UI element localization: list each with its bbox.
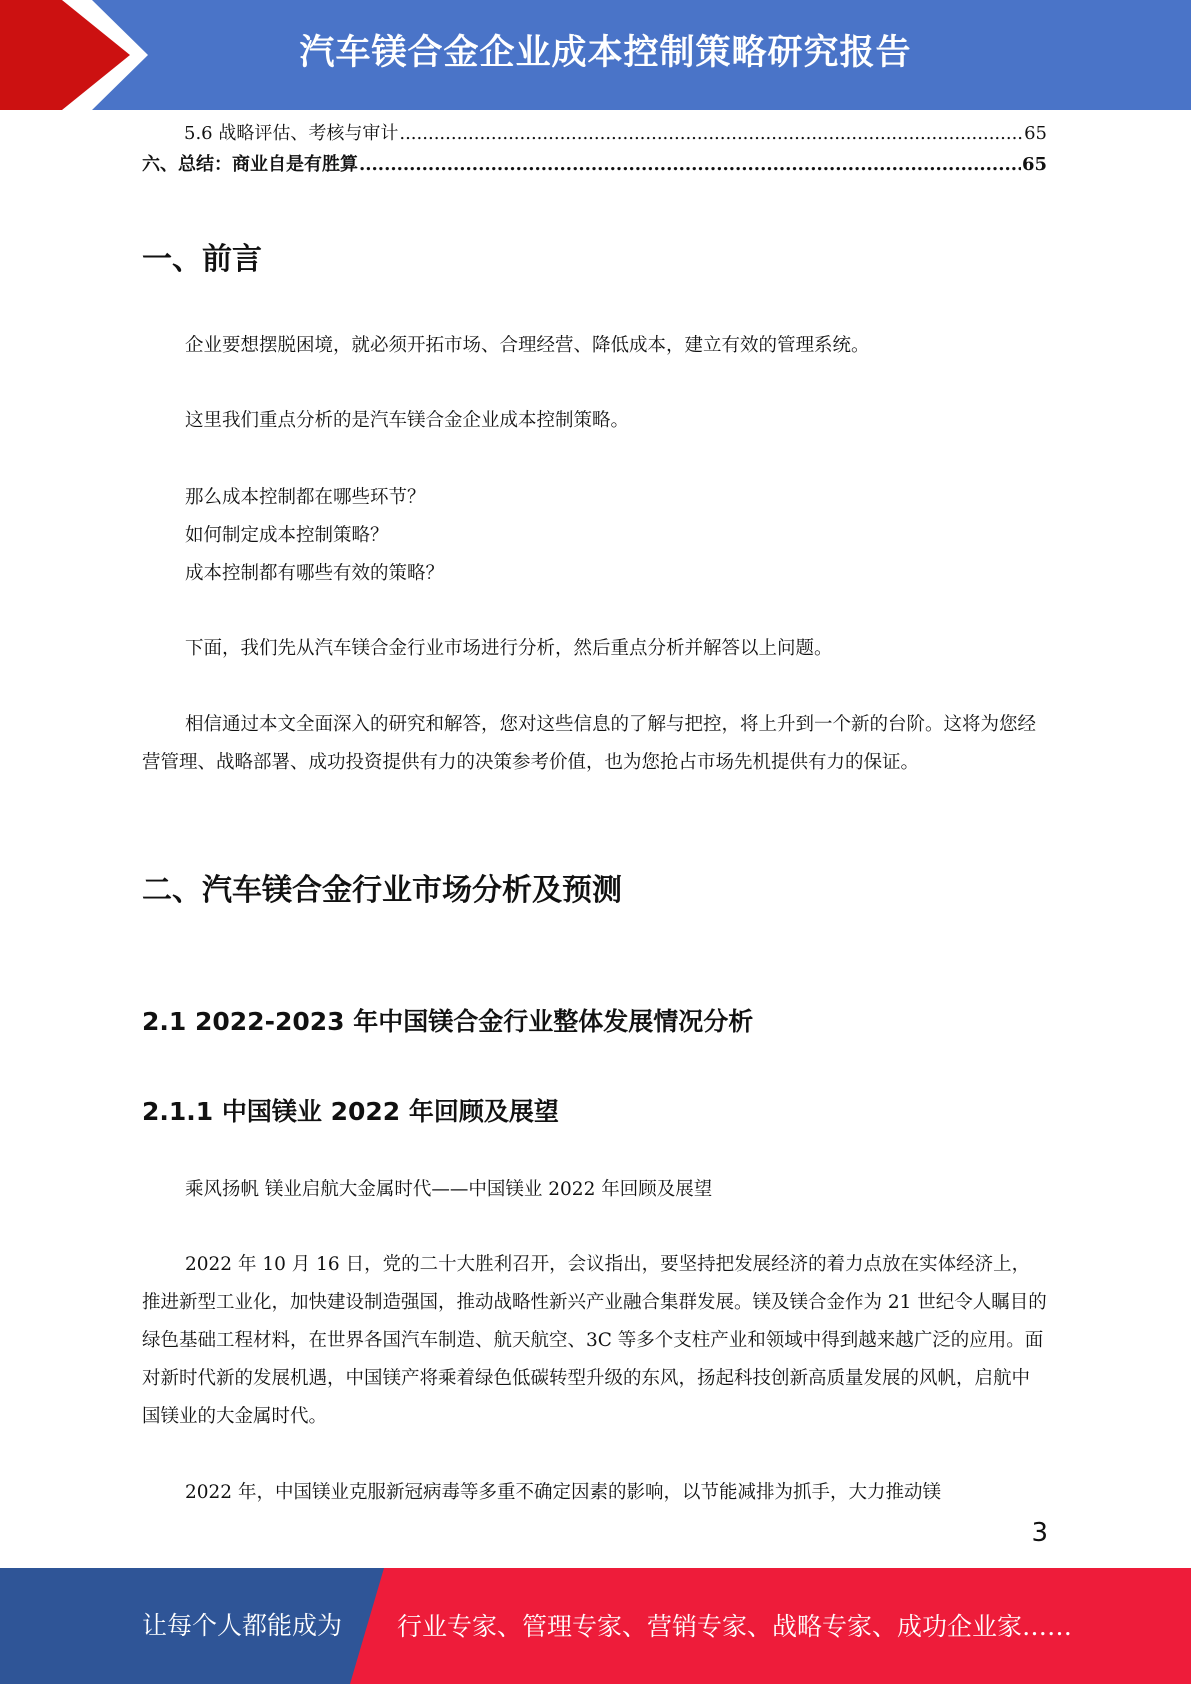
toc-leader [399, 118, 1023, 149]
toc-entry[interactable] [142, 149, 1047, 180]
page-number: 3 [1031, 1518, 1048, 1548]
toc-entry-title: 六、总结：商业自是有胜算 [142, 154, 358, 175]
toc-entry-title: 5.6 战略评估、考核与审计 [184, 123, 399, 144]
footer-banner [0, 1568, 1191, 1684]
paragraph: 乘风扬帆 镁业启航大金属时代——中国镁业 2022 年回顾及展望 [185, 1179, 713, 1200]
paragraph: 这里我们重点分析的是汽车镁合金企业成本控制策略。 [185, 410, 630, 431]
paragraph: 下面，我们先从汽车镁合金行业市场进行分析，然后重点分析并解答以上问题。 [185, 638, 833, 659]
paragraph: 如何制定成本控制策略？ [185, 525, 389, 546]
paragraph: 那么成本控制都在哪些环节？ [185, 487, 426, 508]
toc-entry[interactable] [142, 118, 1047, 149]
paragraph: 2022 年 10 月 16 日，党的二十大胜利召开，会议指出，要坚持把发展经济的着力点放在实体经济上，推进新型工业化，加快建设制造强国，推动战略性新兴产业融合集群发展。镁及镁合金作为 21 世纪令人瞩目的绿色基础工程材料，在世界各国汽车制造、航天航空、3C 等多个支柱产业和领域中得到越来越广泛的应用。面对新时代新的发展机遇，中国镁产将乘着绿色低碳转型升级的东风，扬起科技创新高质量发展的风帆，启航中国镁业的大金属时代。 [142, 1254, 1047, 1427]
section-heading-preface: 一、前言 [142, 242, 262, 277]
section-heading-market: 二、汽车镁合金行业市场分析及预测 [142, 873, 622, 908]
footer-slogan-right: 行业专家、管理专家、营销专家、战略专家、成功企业家…… [397, 1612, 1073, 1641]
toc-leader [359, 149, 1021, 180]
header-banner [0, 0, 1191, 110]
subsection-heading: 2.1 2022-2023 年中国镁合金行业整体发展情况分析 [142, 1007, 754, 1036]
toc [142, 118, 1047, 180]
toc-entry-page: 65 [1024, 123, 1047, 144]
toc-entry-page: 65 [1021, 154, 1047, 175]
footer-slogan-left: 让每个人都能成为 [142, 1611, 343, 1640]
subsection-heading: 2.1.1 中国镁业 2022 年回顾及展望 [142, 1097, 559, 1126]
paragraph: 2022 年，中国镁业克服新冠病毒等多重不确定因素的影响，以节能减排为抓手，大力推动镁 [185, 1482, 941, 1503]
report-title: 汽车镁合金企业成本控制策略研究报告 [299, 33, 912, 73]
paragraph: 相信通过本文全面深入的研究和解答，您对这些信息的了解与把控，将上升到一个新的台阶。这将为您经营管理、战略部署、成功投资提供有力的决策参考价值，也为您抢占市场先机提供有力的保证。 [142, 714, 1037, 773]
paragraph: 企业要想摆脱困境，就必须开拓市场、合理经营、降低成本，建立有效的管理系统。 [185, 335, 870, 356]
paragraph: 成本控制都有哪些有效的策略？ [185, 563, 445, 584]
